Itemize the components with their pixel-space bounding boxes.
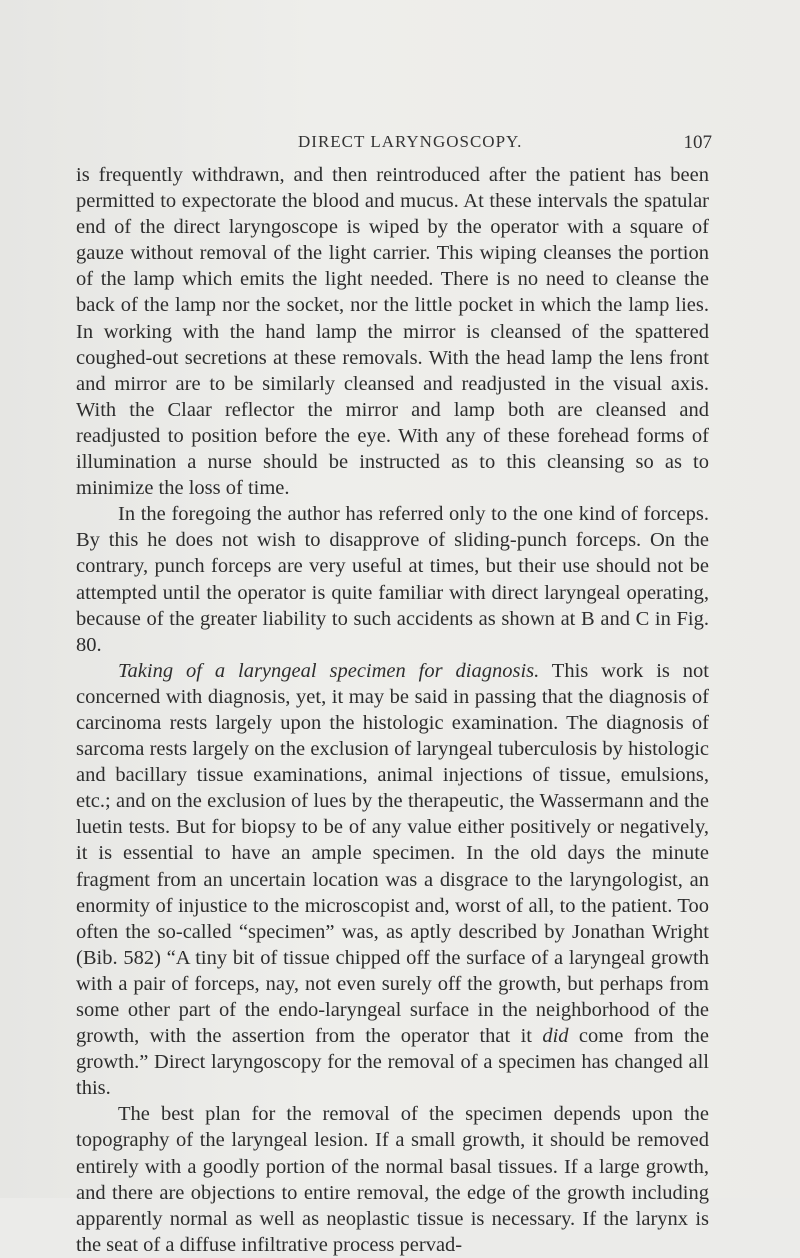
page-number: 107 (683, 132, 712, 153)
paragraph-text: In the foregoing the author has referred only to the one kind of forceps. By this he does not wish to disapprove of sliding-punch forceps. On the contrary, punch forceps are very useful at times, but their use should not be attempted until the operator is quite familiar with direct laryngeal operating, because of the greater liability to such accidents as shown at B and C in Fig. 80. (76, 503, 709, 656)
running-head (40, 132, 712, 156)
emphasis-word: did (542, 1025, 569, 1048)
paragraph-continuation (76, 162, 709, 501)
paragraph-text: The best plan for the removal of the specimen depends upon the topography of the laryngeal lesion. If a small growth, it should be removed entirely with a goodly portion of the normal basal tissues. If a large growth, and there are objections to entire removal, the edge of the growth including apparently normal as well as neoplastic tissue is necessary. If the larynx is the seat of a diffuse infiltrative process pervad- (76, 1103, 709, 1256)
paragraph-forceps (76, 501, 709, 658)
paragraph-text: is frequently withdrawn, and then reintroduced after the patient has been permitted to expectorate the blood and mucus. At these intervals the spatular end of the direct laryngoscope is wiped by the operator with a square of gauze without removal of the light carrier. This wiping cleanses the portion of the lamp which emits the light needed. There is no need to cleanse the back of the lamp nor the socket, nor the little pocket in which the lamp lies. In working with the hand lamp the mirror is cleansed of the spattered coughed-out secretions at these removals. With the head lamp the lens front and mirror are to be similarly cleansed and readjusted in the visual axis. With the Claar reflector the mirror and lamp both are cleansed and readjusted to position before the eye. With any of these forehead forms of illumination a nurse should be instructed as to this cleansing so as to minimize the loss of time. (76, 164, 709, 500)
body-text (76, 162, 709, 1258)
paragraph-text: This work is not concerned with diagnosis, yet, it may be said in passing that the diagnosis of carcinoma rests largely upon the histologic examination. The diagnosis of sarcoma rests largely on the exclusion of laryngeal tuberculosis by histologic and bacillary tissue examinations, animal injections of tissue, emulsions, etc.; and on the exclusion of lues by the therapeutic, the Wassermann and the luetin tests. But for biopsy to be of any value either positively or negatively, it is essential to have an ample specimen. In the old days the minute fragment from an uncertain location was a disgrace to the laryngologist, an enormity of injustice to the microscopist and, worst of all, to the patient. Too often the so-called “specimen” was, as aptly described by Jonathan Wright (Bib. 582) “A tiny bit of tissue chipped off the surface of a laryngeal growth with a pair of forceps, nay, not even surely off the growth, but perhaps from some other part of the endo-laryngeal surface in the neighborhood of the growth, with the assertion from the operator that it (76, 659, 709, 1048)
paragraph-specimen (76, 658, 709, 1102)
paragraph-removal-plan (76, 1101, 709, 1258)
paragraph-text-end: come from the growth.” Direct laryngoscopy for the removal of a specimen has changed all this. (76, 1025, 709, 1100)
running-head-title: DIRECT LARYNGOSCOPY. (298, 132, 523, 151)
section-run-in-heading: Taking of a laryngeal specimen for diagnosis. (118, 659, 540, 682)
